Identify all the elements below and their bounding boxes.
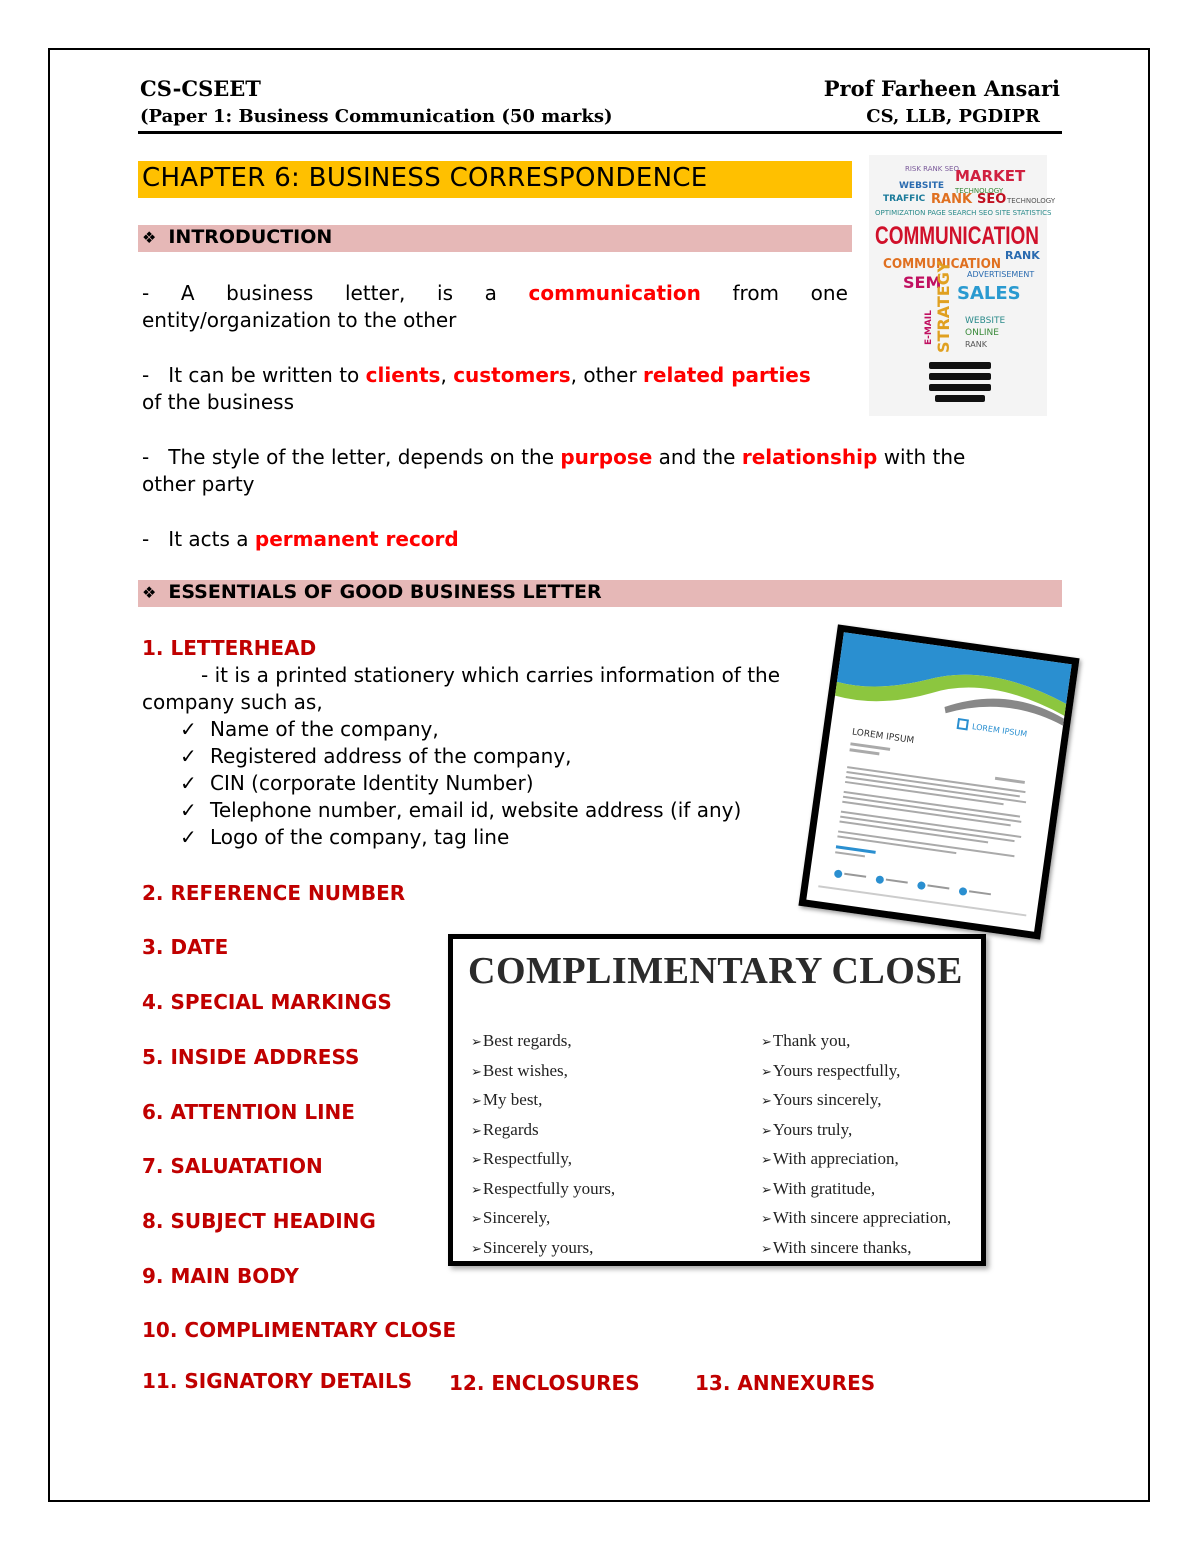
arrow-bullet-icon: ➢ bbox=[471, 1211, 482, 1226]
highlight-related-parties: related parties bbox=[643, 363, 811, 387]
item-complimentary-close: 10. COMPLIMENTARY CLOSE bbox=[142, 1318, 457, 1342]
text: is bbox=[437, 281, 453, 305]
close-phrase-text: Yours sincerely, bbox=[772, 1090, 882, 1109]
letterhead-graphic bbox=[806, 632, 1071, 931]
highlight-permanent-record: permanent record bbox=[254, 527, 459, 551]
svg-text:RISK RANK SEO: RISK RANK SEO bbox=[905, 165, 959, 173]
check-item-label: CIN (corporate Identity Number) bbox=[210, 771, 534, 795]
check-item bbox=[180, 743, 741, 770]
close-phrase bbox=[471, 1120, 539, 1140]
close-phrase bbox=[471, 1179, 615, 1199]
word-sales: SALES bbox=[957, 283, 1021, 304]
close-phrase bbox=[761, 1120, 852, 1140]
check-item-label: Logo of the company, tag line bbox=[210, 825, 510, 849]
chapter-title: CHAPTER 6: BUSINESS CORRESPONDENCE bbox=[142, 163, 708, 193]
word-website: WEBSITE bbox=[899, 181, 945, 191]
close-phrase bbox=[761, 1031, 850, 1051]
word-rank: RANK bbox=[931, 192, 973, 207]
item-salutation: 7. SALUATATION bbox=[142, 1154, 323, 1178]
word-technology: TECHNOLOGY bbox=[1007, 197, 1056, 205]
close-phrase bbox=[761, 1061, 900, 1081]
item-subject-heading: 8. SUBJECT HEADING bbox=[142, 1209, 376, 1233]
arrow-bullet-icon: ➢ bbox=[471, 1152, 482, 1167]
text: , other bbox=[570, 363, 644, 387]
word-seo: SEO bbox=[977, 192, 1007, 207]
svg-text:OPTIMIZATION PAGE SEARCH SEO S: OPTIMIZATION PAGE SEARCH SEO SITE STATISTICS bbox=[875, 209, 1052, 217]
highlight-relationship: relationship bbox=[741, 445, 878, 469]
check-item bbox=[180, 716, 741, 743]
close-phrase-text: Respectfully yours, bbox=[482, 1179, 616, 1198]
text: with the bbox=[877, 445, 966, 469]
check-item-label: Name of the company, bbox=[210, 717, 439, 741]
close-phrase bbox=[761, 1238, 912, 1258]
close-phrase-text: Regards bbox=[482, 1120, 539, 1139]
paper-title: (Paper 1: Business Communication (50 marks) bbox=[140, 106, 613, 127]
close-phrase-text: Yours respectfully, bbox=[772, 1061, 901, 1080]
close-phrase-text: With gratitude, bbox=[772, 1179, 876, 1198]
text: - bbox=[142, 281, 150, 305]
complimentary-close-image bbox=[448, 934, 986, 1266]
essentials-heading bbox=[142, 581, 602, 603]
word-market: MARKET bbox=[955, 167, 1026, 185]
close-phrase-text: Best regards, bbox=[482, 1031, 572, 1050]
text: one bbox=[810, 281, 848, 305]
intro-heading bbox=[142, 226, 332, 248]
essentials-heading-text: ESSENTIALS OF GOOD BUSINESS LETTER bbox=[168, 581, 602, 603]
letterhead-sample-image bbox=[798, 624, 1079, 939]
close-phrase-text: Sincerely, bbox=[482, 1208, 551, 1227]
arrow-bullet-icon: ➢ bbox=[761, 1182, 772, 1197]
item-annexures: 13. ANNEXURES bbox=[695, 1371, 876, 1395]
svg-text:COMMUNICATION: COMMUNICATION bbox=[883, 257, 1001, 272]
arrow-bullet-icon: ➢ bbox=[471, 1123, 482, 1138]
text: - It can be written to bbox=[142, 363, 366, 387]
close-phrase bbox=[471, 1208, 550, 1228]
close-phrase bbox=[471, 1238, 593, 1258]
text: - The style of the letter, depends on the bbox=[142, 445, 561, 469]
check-item bbox=[180, 770, 741, 797]
check-item-label: Telephone number, email id, website address (if any) bbox=[210, 798, 742, 822]
text: of the business bbox=[142, 390, 294, 414]
close-phrase-text: With appreciation, bbox=[772, 1149, 899, 1168]
arrow-bullet-icon: ➢ bbox=[761, 1123, 772, 1138]
checkmark-icon: ✓ bbox=[180, 798, 197, 822]
close-phrase-text: My best, bbox=[482, 1090, 543, 1109]
text: , bbox=[440, 363, 454, 387]
arrow-bullet-icon: ➢ bbox=[761, 1064, 772, 1079]
close-phrase-text: Yours truly, bbox=[772, 1120, 853, 1139]
check-item bbox=[180, 797, 741, 824]
item-letterhead: 1. LETTERHEAD bbox=[142, 636, 317, 660]
communication-bulb-image bbox=[869, 155, 1056, 416]
close-phrase bbox=[471, 1031, 572, 1051]
item-signatory-details: 11. SIGNATORY DETAILS bbox=[142, 1369, 413, 1393]
letterhead-title: LOREM IPSUM bbox=[851, 727, 915, 747]
arrow-bullet-icon: ➢ bbox=[761, 1093, 772, 1108]
item-main-body: 9. MAIN BODY bbox=[142, 1264, 299, 1288]
word-email: E-MAIL bbox=[924, 310, 934, 345]
text: entity/organization to the other bbox=[142, 308, 457, 332]
intro-paragraph-4 bbox=[142, 526, 459, 553]
arrow-bullet-icon: ➢ bbox=[471, 1241, 482, 1256]
svg-text:RANK: RANK bbox=[965, 340, 987, 349]
arrow-bullet-icon: ➢ bbox=[471, 1093, 482, 1108]
letterhead-check-list bbox=[180, 716, 741, 851]
author-credentials: CS, LLB, PGDIPR bbox=[866, 106, 1040, 127]
close-phrase-text: With sincere thanks, bbox=[772, 1238, 912, 1257]
close-phrase bbox=[761, 1208, 951, 1228]
highlight-communication: communication bbox=[528, 281, 701, 305]
checkmark-icon: ✓ bbox=[180, 825, 197, 849]
text: and the bbox=[652, 445, 742, 469]
item-attention-line: 6. ATTENTION LINE bbox=[142, 1100, 355, 1124]
text: letter, bbox=[344, 281, 406, 305]
author-name: Prof Farheen Ansari bbox=[823, 76, 1060, 101]
letterhead-description-1: - it is a printed stationery which carries information of the bbox=[201, 663, 781, 687]
letterhead-brand: LOREM IPSUM bbox=[971, 722, 1028, 739]
text: from bbox=[732, 281, 780, 305]
text: A bbox=[180, 281, 195, 305]
close-phrase-text: Thank you, bbox=[772, 1031, 851, 1050]
item-inside-address: 5. INSIDE ADDRESS bbox=[142, 1045, 360, 1069]
word-sem: SEM bbox=[903, 273, 942, 292]
text: business bbox=[226, 281, 314, 305]
word-traffic: TRAFFIC bbox=[883, 194, 926, 204]
highlight-customers: customers bbox=[453, 363, 571, 387]
word-strategy: STRATEGY bbox=[934, 260, 953, 353]
close-phrase-text: Sincerely yours, bbox=[482, 1238, 594, 1257]
word-advertisement: ADVERTISEMENT bbox=[967, 270, 1035, 279]
diamond-bullet-icon: ❖ bbox=[142, 583, 157, 602]
svg-text:TECHNOLOGY: TECHNOLOGY bbox=[955, 187, 1004, 195]
arrow-bullet-icon: ➢ bbox=[761, 1152, 772, 1167]
bulb-graphic bbox=[869, 155, 1056, 416]
arrow-bullet-icon: ➢ bbox=[761, 1241, 772, 1256]
svg-text:WEBSITE: WEBSITE bbox=[965, 316, 1006, 326]
text: other party bbox=[142, 472, 255, 496]
close-phrase bbox=[471, 1149, 572, 1169]
close-phrase-text: Best wishes, bbox=[482, 1061, 568, 1080]
intro-heading-text: INTRODUCTION bbox=[168, 226, 333, 248]
intro-paragraph-3 bbox=[142, 444, 1060, 498]
arrow-bullet-icon: ➢ bbox=[471, 1034, 482, 1049]
item-enclosures: 12. ENCLOSURES bbox=[449, 1371, 640, 1395]
letterhead-description-2: company such as, bbox=[142, 690, 323, 714]
word-rank-2: RANK bbox=[1005, 249, 1040, 262]
intro-paragraph-1 bbox=[142, 280, 848, 334]
close-phrase bbox=[471, 1090, 542, 1110]
header-rule bbox=[138, 131, 1062, 134]
item-reference-number: 2. REFERENCE NUMBER bbox=[142, 881, 406, 905]
word-online: ONLINE bbox=[965, 328, 999, 338]
highlight-purpose: purpose bbox=[560, 445, 653, 469]
diamond-bullet-icon: ❖ bbox=[142, 228, 157, 247]
complimentary-close-title: COMPLIMENTARY CLOSE bbox=[468, 950, 963, 992]
item-date: 3. DATE bbox=[142, 935, 229, 959]
close-phrase bbox=[471, 1061, 568, 1081]
close-phrase bbox=[761, 1149, 899, 1169]
close-phrase bbox=[761, 1179, 875, 1199]
checkmark-icon: ✓ bbox=[180, 744, 197, 768]
arrow-bullet-icon: ➢ bbox=[761, 1034, 772, 1049]
arrow-bullet-icon: ➢ bbox=[471, 1182, 482, 1197]
arrow-bullet-icon: ➢ bbox=[471, 1064, 482, 1079]
close-phrase bbox=[761, 1090, 882, 1110]
intro-paragraph-2 bbox=[142, 362, 848, 416]
text: - It acts a bbox=[142, 527, 255, 551]
checkmark-icon: ✓ bbox=[180, 771, 197, 795]
checkmark-icon: ✓ bbox=[180, 717, 197, 741]
highlight-clients: clients bbox=[365, 363, 441, 387]
close-phrase-text: With sincere appreciation, bbox=[772, 1208, 952, 1227]
course-code: CS-CSEET bbox=[140, 76, 261, 101]
text: a bbox=[484, 281, 497, 305]
item-special-markings: 4. SPECIAL MARKINGS bbox=[142, 990, 392, 1014]
word-communication: COMMUNICATION bbox=[875, 222, 1039, 250]
close-phrase-text: Respectfully, bbox=[482, 1149, 572, 1168]
check-item-label: Registered address of the company, bbox=[210, 744, 572, 768]
check-item bbox=[180, 824, 741, 851]
arrow-bullet-icon: ➢ bbox=[761, 1211, 772, 1226]
